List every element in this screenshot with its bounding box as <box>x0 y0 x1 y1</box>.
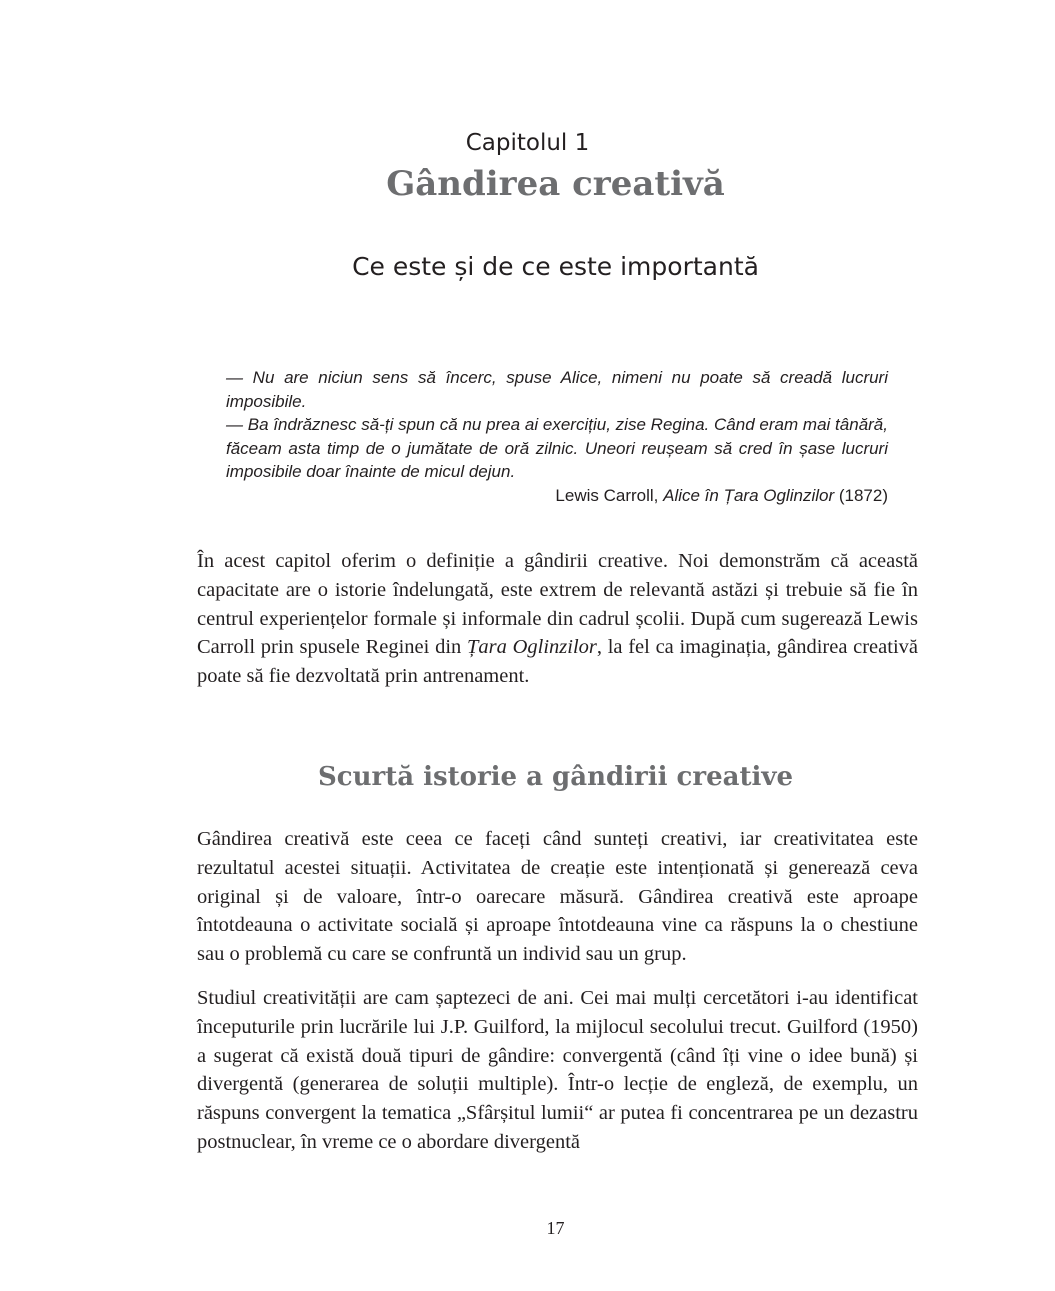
chapter-title: Gândirea creativă <box>386 164 725 204</box>
epigraph-book-title: Alice în Țara Oglinzilor <box>663 485 835 505</box>
section-paragraph-1-text: Gândirea creativă este ceea ce faceți când sunteți creativi, iar creativitatea este rezultatul acestei situații. Activitatea de creație este intenționată și generează ceva original și de valoare, într-o oarecare măsură. Gândirea creativă este aproape întotdeauna o activitate socială și aproape întotdeauna vine ca răspuns la o chestiune sau o problemă cu care se confruntă un individ sau un grup. <box>197 828 918 966</box>
epigraph-year: (1872) <box>834 485 888 505</box>
section-paragraph-2-text: Studiul creativității are cam șaptezeci de ani. Cei mai mulți cercetători i-au identificat începuturile prin lucrările lui J.P. Guilford, la mijlocul secolului trecut. Guilford (1950) a sugerat că există două tipuri de gândire: convergentă (când îți vine o idee bună) și divergentă (generarea de soluții multiple). Într-o lecție de engleză, de exemplu, un răspuns convergent la tematica „Sfârșitul lumii“ ar putea fi concentrarea pe un dezastru postnuclear, în vreme ce o abordare divergentă <box>197 987 918 1153</box>
section-paragraph-1 <box>197 825 918 969</box>
epigraph-line-queen: — Ba îndrăznesc să-ți spun că nu prea ai exercițiu, zise Regina. Când eram mai tânără, făceam asta timp de o jumătate de oră zilnic. Uneori reușeam să cred în șase lucruri imposibile doar înainte de micul dejun. <box>226 415 888 481</box>
chapter-subtitle: Ce este și de ce este importantă <box>352 252 759 281</box>
intro-text-end: , la fel ca imaginația, gândirea creativă poate să fie dezvoltată prin antrenament. <box>197 636 918 688</box>
epigraph-author: Lewis Carroll, <box>555 485 664 505</box>
epigraph-quote <box>226 366 888 507</box>
section-heading: Scurtă istorie a gândirii creative <box>318 762 793 792</box>
epigraph-line-alice: — Nu are niciun sens să încerc, spuse Alice, nimeni nu poate să creadă lucruri imposibile. <box>226 368 888 411</box>
intro-text-start: În acest capitol oferim o definiție a gândirii creative. Noi demonstrăm că această capacitate are o istorie îndelungată, este extrem de relevantă astăzi și trebuie să fie în centrul experiențelor formale și informale din cadrul școlii. După cum sugerează Lewis Carroll prin spusele Reginei din <box>197 550 918 659</box>
section-paragraph-2 <box>197 984 918 1157</box>
intro-book-title: Țara Oglinzilor <box>466 636 597 659</box>
epigraph-attribution <box>226 484 888 508</box>
intro-paragraph <box>197 547 918 691</box>
chapter-label: Capitolul 1 <box>465 130 590 156</box>
page-number: 17 <box>546 1218 565 1238</box>
